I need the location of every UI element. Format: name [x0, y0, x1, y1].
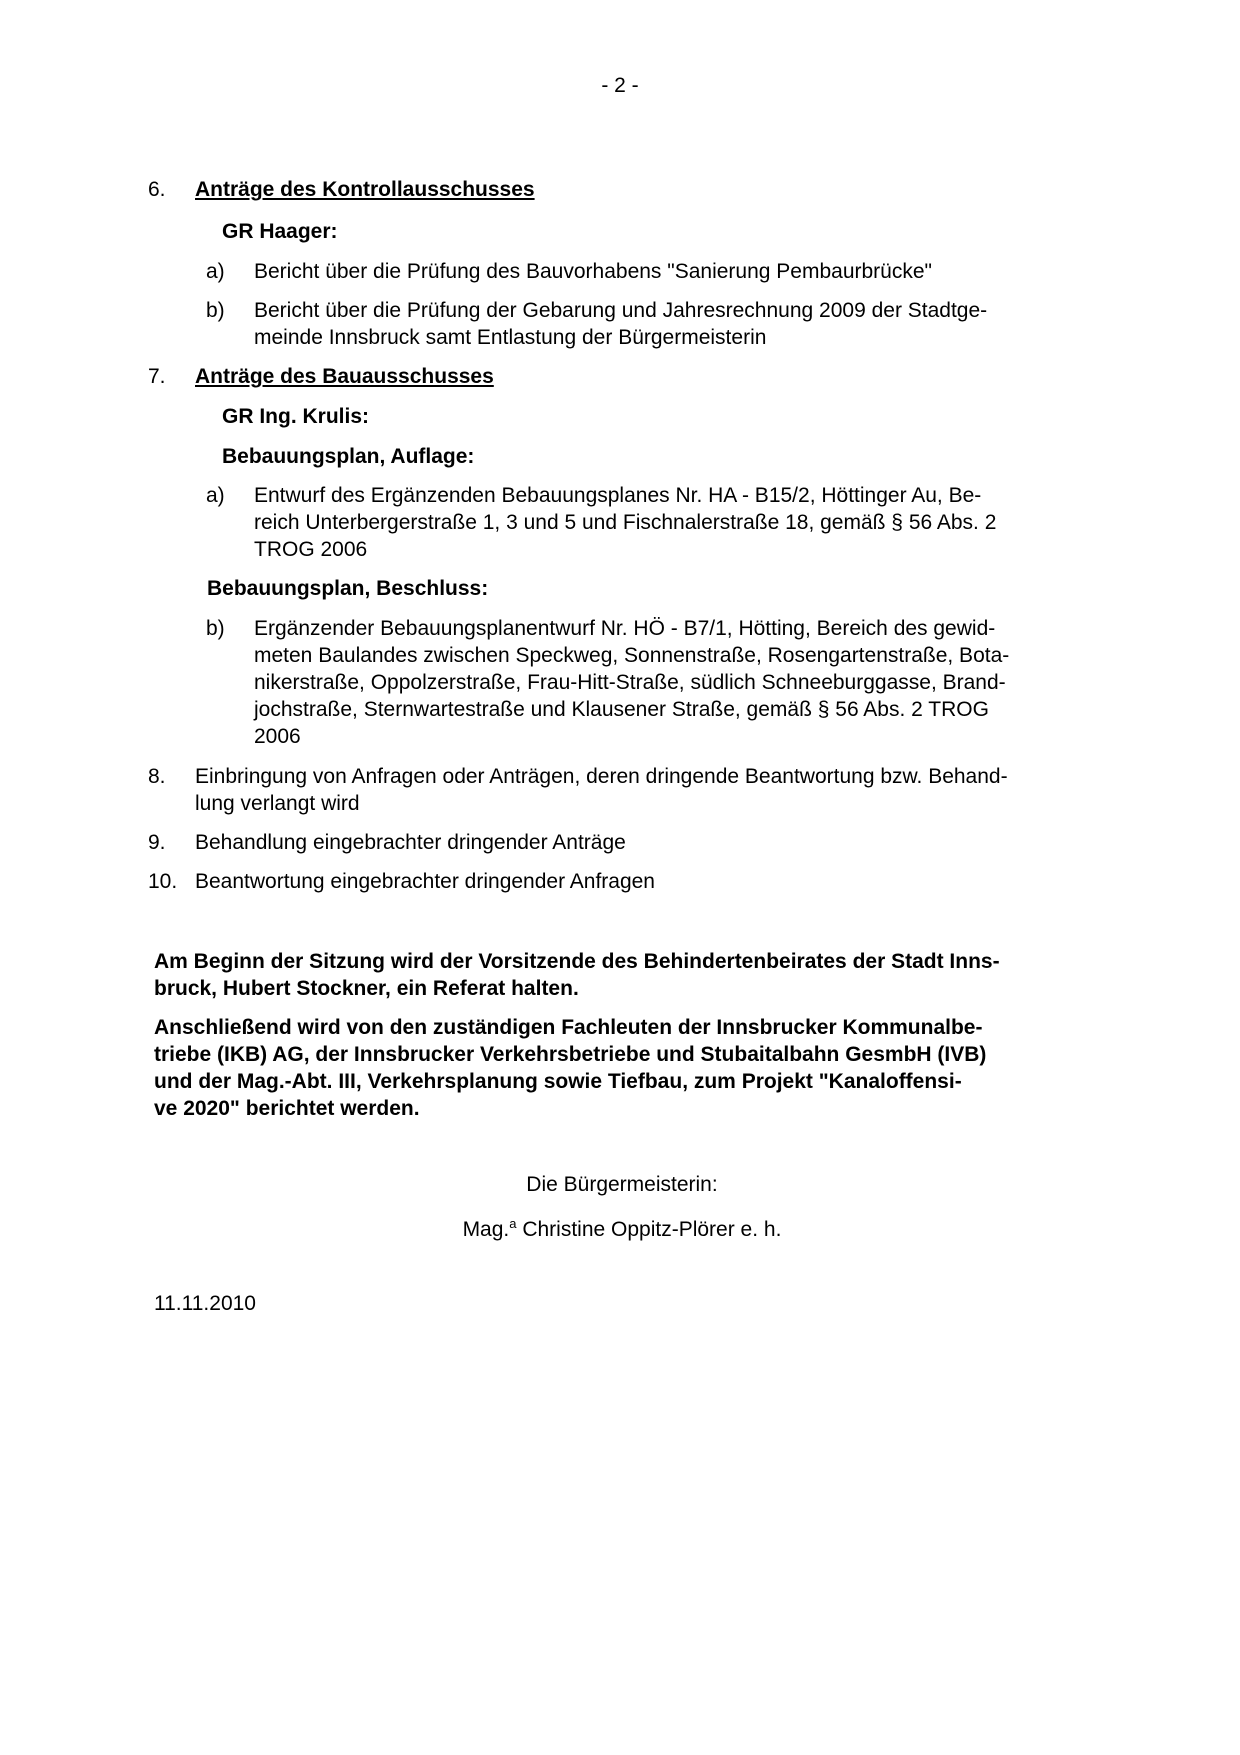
item-7a-line-1: Entwurf des Ergänzenden Bebauungsplanes Nr. HA - B15/2, Höttinger Au, Be- [254, 484, 982, 507]
item-6a-label: a) [206, 260, 225, 283]
note-1-line-2: bruck, Hubert Stockner, ein Referat halten. [154, 977, 579, 1000]
item-7b-line-4: jochstraße, Sternwartestraße und Klausener Straße, gemäß § 56 Abs. 2 TROG [254, 698, 989, 721]
item-6b-line-2: meinde Innsbruck samt Entlastung der Bürgermeisterin [254, 326, 767, 349]
signature-title-prefix: Mag. [462, 1218, 510, 1241]
item-7b-label: b) [206, 617, 225, 640]
note-1-line-1: Am Beginn der Sitzung wird der Vorsitzende des Behindertenbeirates der Stadt Inns- [154, 950, 1000, 973]
signature-title-sup: a [509, 1216, 517, 1231]
page-number: - 2 - [601, 74, 639, 97]
item-10-text: Beantwortung eingebrachter dringender Anfragen [195, 870, 655, 893]
item-7a-line-2: reich Unterbergerstraße 1, 3 und 5 und Fischnalerstraße 18, gemäß § 56 Abs. 2 [254, 511, 997, 534]
item-7a-label: a) [206, 484, 225, 507]
item-7-subheading-auflage: Bebauungsplan, Auflage: [222, 445, 475, 468]
item-7b-line-1: Ergänzender Bebauungsplanentwurf Nr. HÖ - B7/1, Hötting, Bereich des gewid- [254, 617, 996, 640]
item-9-number: 9. [148, 831, 166, 854]
item-10-number: 10. [148, 870, 178, 893]
item-7b-line-3: nikerstraße, Oppolzerstraße, Frau-Hitt-Straße, südlich Schneeburggasse, Brand- [254, 671, 1006, 694]
signature-name: Christine Oppitz-Plörer e. h. [516, 1218, 782, 1241]
note-2-line-3: und der Mag.-Abt. III, Verkehrsplanung sowie Tiefbau, zum Projekt "Kanaloffensi- [154, 1070, 962, 1093]
item-8-line-2: lung verlangt wird [195, 792, 360, 815]
item-6-number: 6. [148, 178, 166, 201]
signature-name-line [402, 1210, 842, 1243]
item-7b-line-2: meten Baulandes zwischen Speckweg, Sonnenstraße, Rosengartenstraße, Bota- [254, 644, 1010, 667]
item-7b-line-5: 2006 [254, 725, 301, 748]
item-8-line-1: Einbringung von Anfragen oder Anträgen, deren dringende Beantwortung bzw. Behand- [195, 765, 1008, 788]
item-9-text: Behandlung eingebrachter dringender Anträge [195, 831, 626, 854]
item-8-number: 8. [148, 765, 166, 788]
note-2-line-4: ve 2020" berichtet werden. [154, 1097, 420, 1120]
item-7-number: 7. [148, 365, 166, 388]
item-6b-label: b) [206, 299, 225, 322]
item-6a-line-1: Bericht über die Prüfung des Bauvorhabens "Sanierung Pembaurbrücke" [254, 260, 932, 283]
document-date: 11.11.2010 [154, 1292, 256, 1315]
item-7-speaker: GR Ing. Krulis: [222, 405, 369, 428]
note-2-line-2: triebe (IKB) AG, der Innsbrucker Verkehrsbetriebe und Stubaitalbahn GesmbH (IVB) [154, 1043, 987, 1066]
item-7-subheading-beschluss: Bebauungsplan, Beschluss: [207, 577, 489, 600]
item-6-title: Anträge des Kontrollausschusses [195, 178, 535, 201]
item-6b-line-1: Bericht über die Prüfung der Gebarung und Jahresrechnung 2009 der Stadtge- [254, 299, 988, 322]
item-7-title: Anträge des Bauausschusses [195, 365, 494, 388]
item-7a-line-3: TROG 2006 [254, 538, 368, 561]
signature-role: Die Bürgermeisterin: [526, 1173, 718, 1196]
note-2-line-1: Anschließend wird von den zuständigen Fachleuten der Innsbrucker Kommunalbe- [154, 1016, 983, 1039]
item-6-speaker: GR Haager: [222, 220, 338, 243]
